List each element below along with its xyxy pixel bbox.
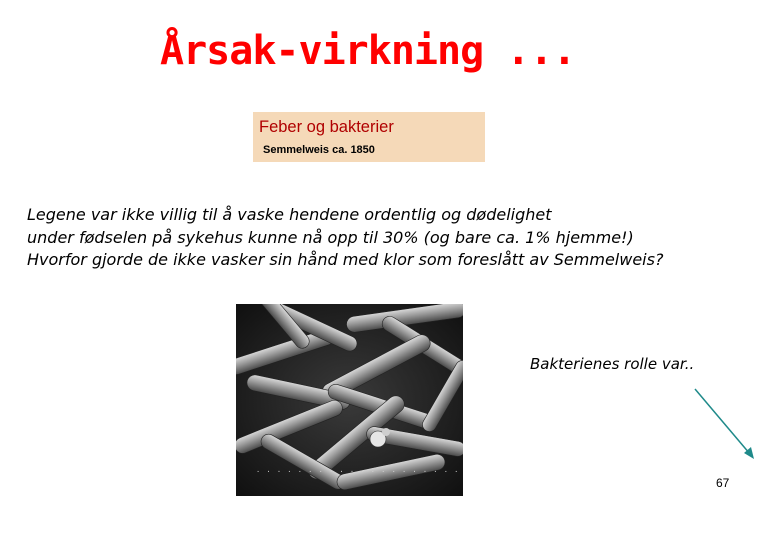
bacteria-micrograph-image xyxy=(236,304,463,496)
body-line: Hvorfor gjorde de ikke vasker sin hånd med klor som foreslått av Semmelweis? xyxy=(27,250,664,269)
body-text xyxy=(27,204,663,272)
source-box-title: Feber og bakterier xyxy=(259,118,394,136)
source-box xyxy=(253,112,485,162)
caption-text: Bakterienes rolle var.. xyxy=(530,355,695,373)
body-line: under fødselen på sykehus kunne nå opp til 30% (og bare ca. 1% hjemme!) xyxy=(27,227,634,247)
svg-text:· · · · · · · · · · · · · · ·: · · · · · · · · · · · · · · · · · · · · xyxy=(256,468,460,476)
arrow-icon xyxy=(690,386,760,466)
source-box-subtitle: Semmelweis ca. 1850 xyxy=(263,144,375,156)
bacteria-micrograph xyxy=(236,304,463,496)
page-number: 67 xyxy=(716,476,730,490)
slide-title: Årsak-virkning ... xyxy=(160,28,576,74)
body-line: Legene var ikke villig til å vaske hendene ordentlig og dødelighet xyxy=(27,205,552,224)
